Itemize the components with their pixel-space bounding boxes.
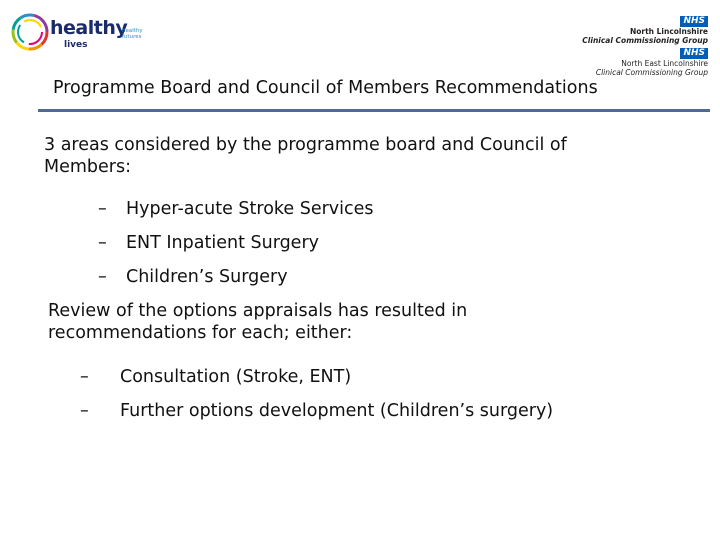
swirl-ring-icon — [8, 10, 52, 54]
nhs-org-name: North East Lincolnshire — [621, 59, 708, 68]
option-label: Further options development (Children’s surgery) — [120, 401, 554, 421]
review-line: Review of the options appraisals has resulted in — [48, 301, 468, 321]
dash-bullet: – — [98, 199, 107, 219]
nhs-badge: NHS — [680, 16, 708, 27]
review-line: recommendations for each; either: — [48, 323, 353, 343]
nhs-badge: NHS — [680, 48, 708, 59]
dash-bullet: – — [80, 367, 89, 387]
logo-wordmark: healthy — [50, 17, 128, 39]
option-list-item — [80, 366, 351, 388]
intro-line: 3 areas considered by the programme board and Council of — [44, 135, 567, 155]
nhs-org-type: Clinical Commissioning Group — [595, 68, 708, 77]
slide-title: Programme Board and Council of Members Recommendations — [53, 78, 598, 98]
review-paragraph — [48, 300, 467, 344]
logo-tagline: healthy futures — [122, 28, 143, 40]
area-label: ENT Inpatient Surgery — [126, 233, 320, 253]
area-list-item — [98, 266, 288, 288]
nhs-org-name: North Lincolnshire — [629, 27, 708, 36]
area-label: Children’s Surgery — [126, 267, 288, 287]
area-list-item — [98, 198, 374, 220]
healthy-lives-logo — [8, 10, 148, 58]
intro-paragraph — [44, 134, 567, 178]
area-label: Hyper-acute Stroke Services — [126, 199, 374, 219]
dash-bullet: – — [80, 401, 89, 421]
dash-bullet: – — [98, 233, 107, 253]
option-label: Consultation (Stroke, ENT) — [120, 367, 352, 387]
dash-bullet: – — [98, 267, 107, 287]
option-list-item — [80, 400, 553, 422]
area-list-item — [98, 232, 319, 254]
nhs-org-type: Clinical Commissioning Group — [582, 36, 708, 45]
intro-line: Members: — [44, 157, 131, 177]
nhs-north-east-lincolnshire-logo — [558, 40, 708, 77]
logo-subword: lives — [64, 40, 88, 50]
title-divider — [38, 109, 710, 112]
